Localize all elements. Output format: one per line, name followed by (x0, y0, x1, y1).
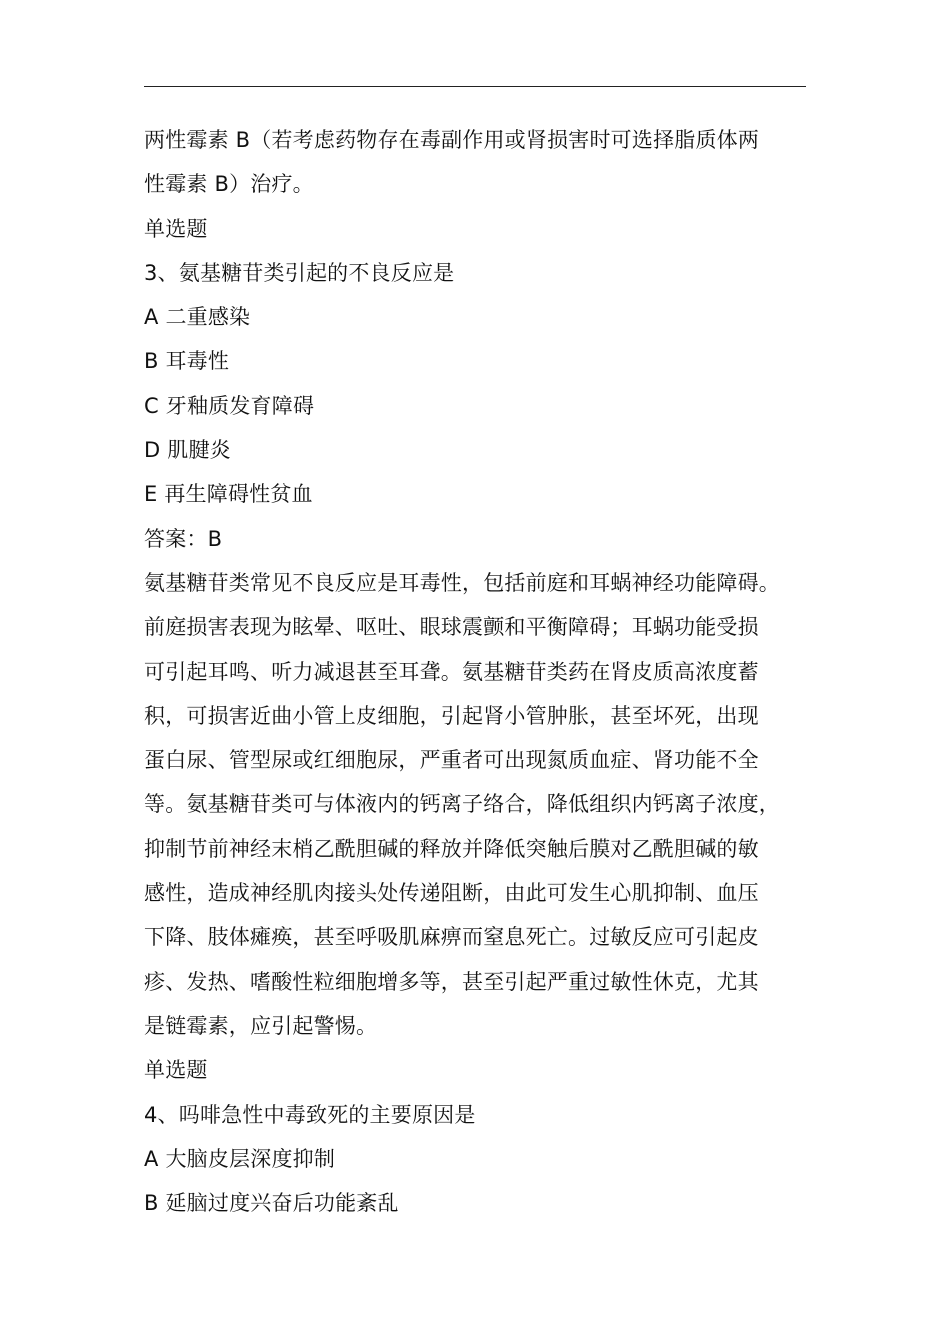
question-3-explanation-line: 下降、肢体瘫痪，甚至呼吸肌麻痹而窒息死亡。过敏反应可引起皮 (144, 925, 759, 950)
question-3-answer: 答案：B (144, 526, 223, 551)
prev-explanation-line: 两性霉素 B（若考虑药物存在毒副作用或肾损害时可选择脂质体两 (144, 128, 760, 152)
question-3-explanation-line: 抑制节前神经末梢乙酰胆碱的释放并降低突触后膜对乙酰胆碱的敏 (144, 836, 759, 861)
question-3-option-c: C 牙釉质发育障碍 (144, 393, 315, 418)
header-rule (144, 86, 806, 87)
question-type-label: 单选题 (144, 216, 208, 241)
document-body (144, 118, 808, 1225)
question-3-explanation-line: 等。氨基糖苷类可与体液内的钙离子络合，降低组织内钙离子浓度， (144, 792, 780, 817)
question-4-option-b: B 延脑过度兴奋后功能紊乱 (144, 1191, 399, 1216)
question-3-option-e: E 再生障碍性贫血 (144, 482, 313, 507)
question-3-explanation-line: 氨基糖苷类常见不良反应是耳毒性，包括前庭和耳蜗神经功能障碍。 (144, 570, 780, 595)
question-3-explanation-line: 疹、发热、嗜酸性粒细胞增多等，甚至引起严重过敏性休克，尤其 (144, 969, 759, 994)
question-3-explanation-line: 是链霉素，应引起警惕。 (144, 1013, 378, 1038)
question-type-label: 单选题 (144, 1058, 208, 1083)
question-3-option-d: D 肌腱炎 (144, 438, 231, 463)
question-3-explanation-line: 可引起耳鸣、听力减退甚至耳聋。氨基糖苷类药在肾皮质高浓度蓄 (144, 659, 759, 684)
question-3-option-b: B 耳毒性 (144, 349, 230, 374)
question-4-stem: 4、吗啡急性中毒致死的主要原因是 (144, 1102, 476, 1127)
question-4-option-a: A 大脑皮层深度抑制 (144, 1146, 336, 1171)
question-3-explanation-line: 积，可损害近曲小管上皮细胞，引起肾小管肿胀，甚至坏死，出现 (144, 703, 759, 728)
question-3-option-a: A 二重感染 (144, 305, 251, 330)
question-3-explanation-line: 感性，造成神经肌肉接头处传递阻断，由此可发生心肌抑制、血压 (144, 881, 759, 906)
question-3-explanation-line: 前庭损害表现为眩晕、呕吐、眼球震颤和平衡障碍；耳蜗功能受损 (144, 615, 759, 640)
question-3-explanation-line: 蛋白尿、管型尿或红细胞尿，严重者可出现氮质血症、肾功能不全 (144, 748, 759, 773)
question-3-stem: 3、氨基糖苷类引起的不良反应是 (144, 260, 455, 285)
prev-explanation-line: 性霉素 B）治疗。 (144, 172, 314, 197)
